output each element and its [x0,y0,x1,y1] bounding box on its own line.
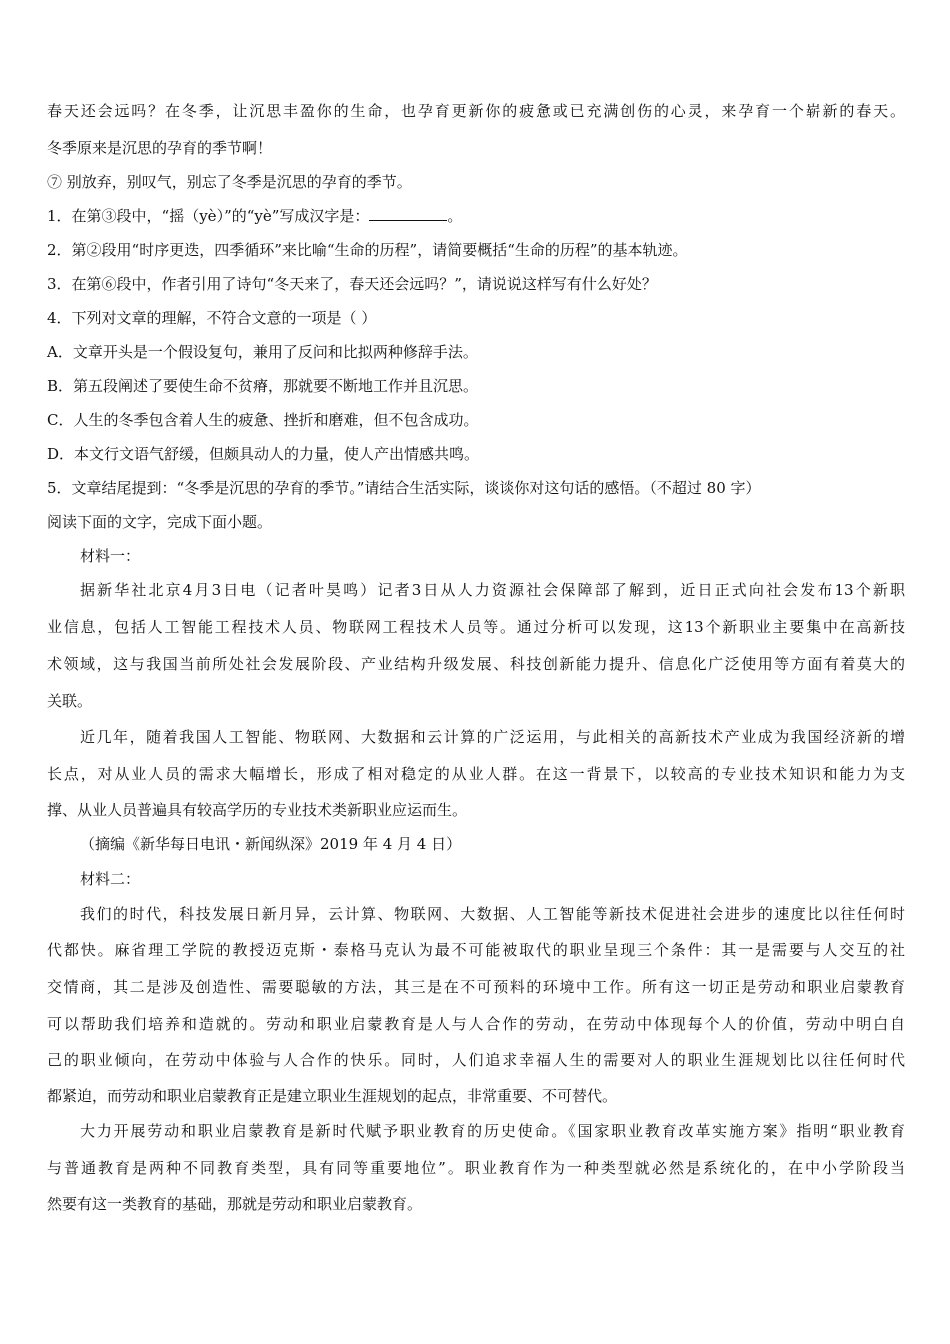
material-1-title: 材料一： [80,547,141,565]
passage-paragraph-7: ⑦ 别放弃，别叹气，别忘了冬季是沉思的孕育的季节。 [47,173,412,191]
option-d: D．本文行文语气舒缓，但颇具动人的力量，使人产出情感共鸣。 [47,445,480,463]
passage-line: 冬季原来是沉思的孕育的季节啊！ [47,139,273,157]
paragraph-line: 业信息，包括人工智能工程技术人员、物联网工程技术人员等。通过分析可以发现，这13个新职业主要集中在高新技 [47,618,905,636]
option-a: A．文章开头是一个假设复句，兼用了反问和比拟两种修辞手法。 [47,343,478,361]
paragraph-line: 关联。 [47,692,93,710]
material-1-source: （摘编《新华每日电讯・新闻纵深》2019 年 4 月 4 日） [80,835,462,853]
question-2: 2．第②段用“时序更迭，四季循环”来比喻“生命的历程”，请简要概括“生命的历程”的基本轨迹。 [47,241,688,259]
paragraph-line: 代都快。麻省理工学院的教授迈克斯・泰格马克认为最不可能被取代的职业呈现三个条件：其一是需要与人交互的社 [47,941,905,959]
paragraph-line: 据新华社北京4月3日电（记者叶昊鸣）记者3日从人力资源社会保障部了解到，近日正式向社会发布13个新职 [80,581,905,599]
question-1 [47,206,462,226]
paragraph-line: 可以帮助我们培养和造就的。劳动和职业启蒙教育是人与人合作的劳动，在劳动中体现每个人的价值，劳动中明白自 [47,1015,905,1033]
option-b: B．第五段阐述了要使生命不贫瘠，那就要不断地工作并且沉思。 [47,377,479,395]
question-1-text: 1．在第③段中，“摇（yè）”的“yè”写成汉字是： [47,207,370,225]
paragraph-line: 大力开展劳动和职业启蒙教育是新时代赋予职业教育的历史使命。《国家职业教育改革实施方案》指明“职业教育 [80,1122,905,1140]
option-c: C．人生的冬季包含着人生的疲惫、挫折和磨难，但不包含成功。 [47,411,479,429]
answer-blank [369,206,447,221]
material-2-title: 材料二： [80,870,141,888]
paragraph-line: 近几年，随着我国人工智能、物联网、大数据和云计算的广泛运用，与此相关的高新技术产业成为我国经济新的增 [80,728,905,746]
question-5: 5．文章结尾提到：“冬季是沉思的孕育的季节。”请结合生活实际，谈谈你对这句话的感悟。（不超过 80 字） [47,479,761,497]
question-4: 4．下列对文章的理解，不符合文意的一项是（ ） [47,309,377,327]
paragraph-line: 己的职业倾向，在劳动中体验与人合作的快乐。同时，人们追求幸福人生的需要对人的职业生涯规划比以往任何时代 [47,1051,905,1069]
paragraph-line: 然要有这一类教育的基础，那就是劳动和职业启蒙教育。 [47,1195,423,1213]
reading-instruction: 阅读下面的文字，完成下面小题。 [47,513,273,531]
passage-line: 春天还会远吗？在冬季，让沉思丰盈你的生命，也孕育更新你的疲惫或已充满创伤的心灵，来孕育一个崭新的春天。 [47,102,905,120]
question-1-end: 。 [447,207,463,225]
paragraph-line: 都紧迫，而劳动和职业启蒙教育正是建立职业生涯规划的起点，非常重要、不可替代。 [47,1087,618,1105]
paragraph-line: 撑、从业人员普遍具有较高学历的专业技术类新职业应运而生。 [47,801,468,819]
paragraph-line: 与普通教育是两种不同教育类型，具有同等重要地位”。职业教育作为一种类型就必然是系统化的，在中小学阶段当 [47,1159,905,1177]
paragraph-line: 交情商，其二是涉及创造性、需要聪敏的方法，其三是在不可预料的环境中工作。所有这一切正是劳动和职业启蒙教育 [47,978,905,996]
paragraph-line: 术领域，这与我国当前所处社会发展阶段、产业结构升级发展、科技创新能力提升、信息化广泛使用等方面有着莫大的 [47,655,905,673]
paragraph-line: 长点，对从业人员的需求大幅增长，形成了相对稳定的从业人群。在这一背景下，以较高的专业技术知识和能力为支 [47,765,905,783]
paragraph-line: 我们的时代，科技发展日新月异，云计算、物联网、大数据、人工智能等新技术促进社会进步的速度比以往任何时 [80,905,905,923]
question-3: 3．在第⑥段中，作者引用了诗句“冬天来了，春天还会远吗？”，请说说这样写有什么好处？ [47,275,657,293]
